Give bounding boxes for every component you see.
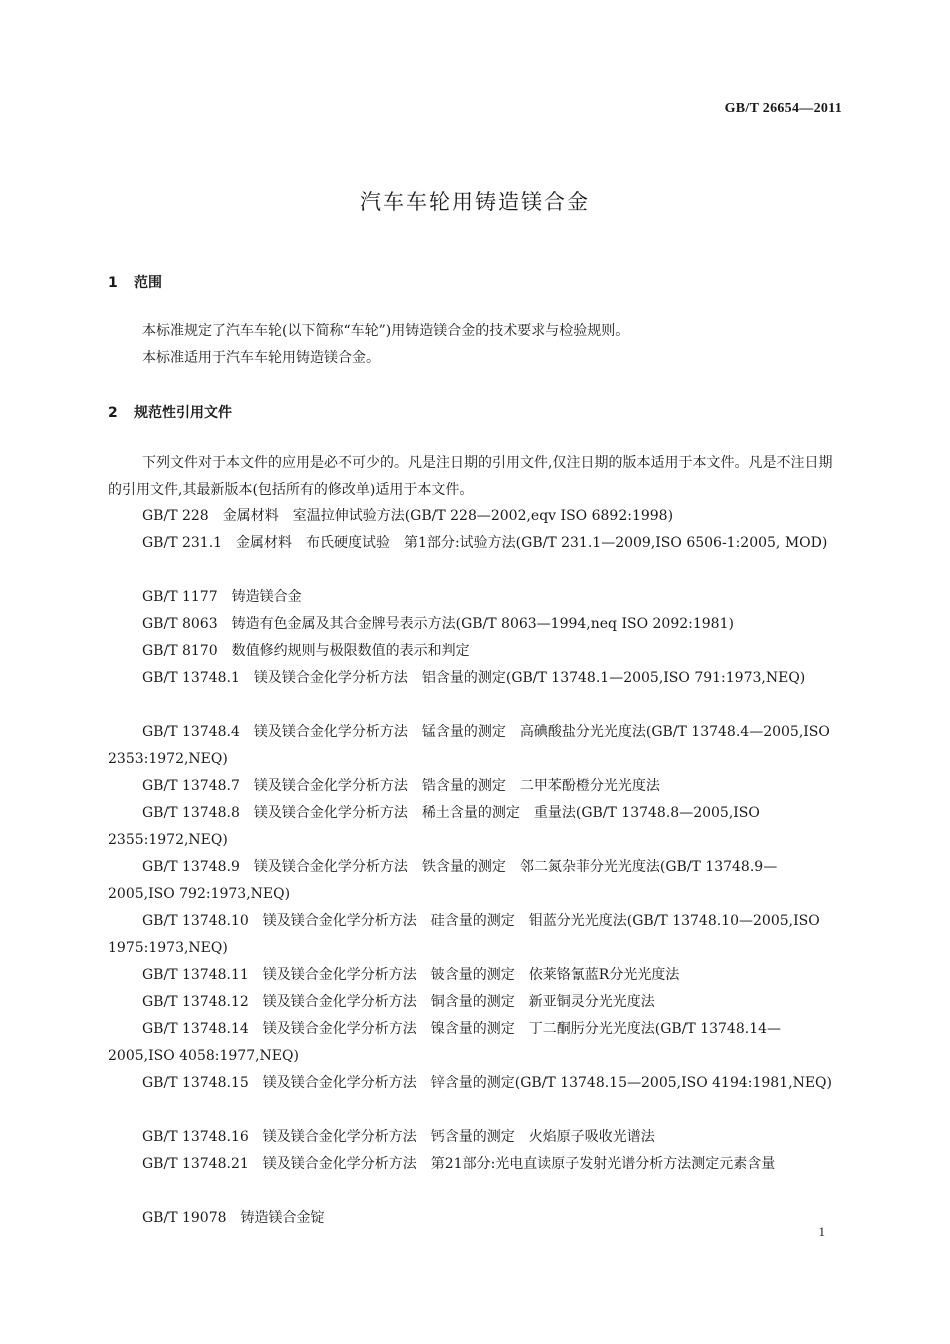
section-number: 2	[108, 405, 118, 421]
reference-item: GB/T 13748.4 镁及镁合金化学分析方法 锰含量的测定 高碘酸盐分光光度法(GB/T 13748.4—2005,ISO 2353:1972,NEQ)	[108, 724, 830, 767]
reference-item: GB/T 13748.21 镁及镁合金化学分析方法 第21部分:光电直读原子发射光谱分析方法测定元素含量	[142, 1156, 776, 1172]
section-title: 范围	[134, 275, 162, 291]
reference-item: GB/T 13748.9 镁及镁合金化学分析方法 铁含量的测定 邻二氮杂菲分光光度法(GB/T 13748.9—2005,ISO 792:1973,NEQ)	[108, 859, 778, 902]
section-number: 1	[108, 275, 118, 291]
reference-item: GB/T 19078 铸造镁合金锭	[142, 1210, 325, 1226]
reference-item: GB/T 13748.14 镁及镁合金化学分析方法 镍含量的测定 丁二酮肟分光光度法(GB/T 13748.14—2005,ISO 4058:1977,NEQ)	[108, 1021, 782, 1064]
reference-item: GB/T 228 金属材料 室温拉伸试验方法(GB/T 228—2002,eqv ISO 6892:1998)	[142, 508, 674, 524]
reference-item: GB/T 13748.7 镁及镁合金化学分析方法 锆含量的测定 二甲苯酚橙分光光度法	[142, 778, 660, 794]
document-title: 汽车车轮用铸造镁合金	[360, 190, 590, 214]
reference-item: GB/T 1177 铸造镁合金	[142, 589, 302, 605]
standard-code: GB/T 26654—2011	[724, 101, 842, 116]
section-1-paragraph: 本标准规定了汽车车轮(以下简称“车轮”)用铸造镁合金的技术要求与检验规则。	[142, 323, 630, 339]
reference-item: GB/T 13748.12 镁及镁合金化学分析方法 铜含量的测定 新亚铜灵分光光度法	[142, 994, 655, 1010]
reference-item: GB/T 231.1 金属材料 布氏硬度试验 第1部分:试验方法(GB/T 231.1—2009,ISO 6506-1:2005, MOD)	[142, 535, 828, 551]
reference-item: GB/T 8063 铸造有色金属及其合金牌号表示方法(GB/T 8063—1994,neq ISO 2092:1981)	[142, 616, 734, 632]
reference-item: GB/T 8170 数值修约规则与极限数值的表示和判定	[142, 643, 470, 659]
reference-item: GB/T 13748.15 镁及镁合金化学分析方法 锌含量的测定(GB/T 13748.15—2005,ISO 4194:1981,NEQ)	[142, 1075, 832, 1091]
reference-item: GB/T 13748.8 镁及镁合金化学分析方法 稀土含量的测定 重量法(GB/T 13748.8—2005,ISO 2355:1972,NEQ)	[108, 805, 760, 848]
section-1-heading	[108, 272, 162, 292]
reference-item: GB/T 13748.11 镁及镁合金化学分析方法 铍含量的测定 依莱铬氰蓝R分光光度法	[142, 967, 680, 983]
section-2-heading	[108, 402, 232, 422]
section-2-intro: 下列文件对于本文件的应用是必不可少的。凡是注日期的引用文件,仅注日期的版本适用于本文件。凡是不注日期的引用文件,其最新版本(包括所有的修改单)适用于本文件。	[108, 455, 833, 498]
section-1-paragraph: 本标准适用于汽车车轮用铸造镁合金。	[142, 350, 380, 366]
section-title: 规范性引用文件	[134, 405, 232, 421]
reference-item: GB/T 13748.10 镁及镁合金化学分析方法 硅含量的测定 钼蓝分光光度法(GB/T 13748.10—2005,ISO 1975:1973,NEQ)	[108, 913, 820, 956]
reference-item: GB/T 13748.1 镁及镁合金化学分析方法 铝含量的测定(GB/T 13748.1—2005,ISO 791:1973,NEQ)	[142, 670, 806, 686]
page-number: 1	[818, 1224, 825, 1239]
reference-item: GB/T 13748.16 镁及镁合金化学分析方法 钙含量的测定 火焰原子吸收光谱法	[142, 1129, 655, 1145]
